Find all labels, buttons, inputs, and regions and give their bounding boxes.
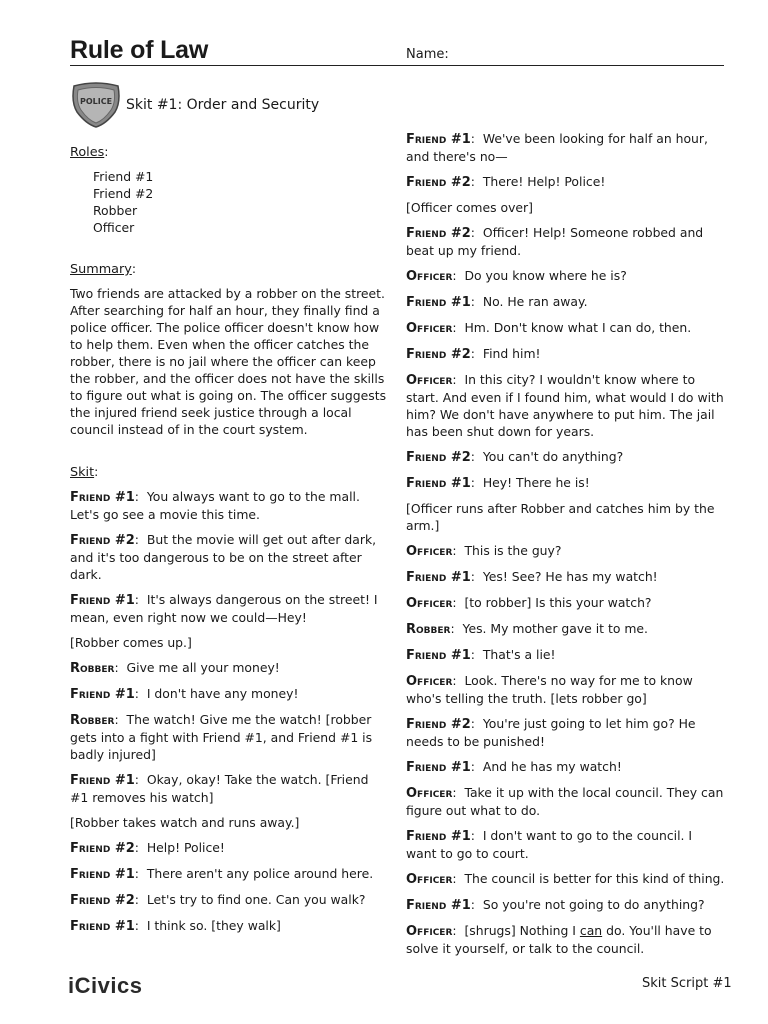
line-text: [to robber] Is this your watch? <box>464 595 652 610</box>
dialogue-line: Friend #1: And he has my watch! <box>406 759 622 775</box>
line-text: There aren't any police around here. <box>146 866 374 881</box>
line-text: Yes! See? He has my watch! <box>482 569 658 584</box>
dialogue-line: Officer: [shrugs] Nothing I can do. You'll have to solve it yourself, or talk to the council. <box>406 923 712 956</box>
line-text: I think so. [they walk] <box>146 918 281 933</box>
stage-direction: [Robber comes up.] <box>70 635 192 650</box>
speaker-name: Officer <box>406 269 453 284</box>
speaker-name: Friend #1 <box>70 593 135 608</box>
line-text: But the movie will get out after dark, and it's too dangerous to be on the street after dark. <box>70 532 377 582</box>
line-text: There! Help! Police! <box>482 174 606 189</box>
line-text: And he has my watch! <box>482 759 622 774</box>
speaker-name: Friend #1 <box>406 898 471 913</box>
line-text: Give me all your money! <box>126 660 280 675</box>
stage-direction: [Officer comes over] <box>406 200 533 215</box>
role-item: Robber <box>93 203 138 218</box>
summary-heading: Summary <box>70 262 132 277</box>
dialogue-line: Friend #2: You're just going to let him go? He needs to be punished! <box>406 716 696 749</box>
dialogue-line: Friend #2: But the movie will get out after dark, and it's too dangerous to be on the street after dark. <box>70 532 377 582</box>
line-text: We've been looking for half an hour, and there's no— <box>406 131 708 164</box>
speaker-name: Friend #1 <box>70 919 135 934</box>
line-text: You always want to go to the mall. Let's go see a movie this time. <box>70 489 360 522</box>
dialogue-line: Friend #2: Find him! <box>406 346 541 362</box>
speaker-name: Friend #1 <box>70 490 135 505</box>
line-text: That's a lie! <box>482 647 556 662</box>
speaker-name: Friend #1 <box>406 648 471 663</box>
dialogue-line: Officer: This is the guy? <box>406 543 562 559</box>
dialogue-line: Officer: Look. There's no way for me to know who's telling the truth. [lets robber go] <box>406 673 693 706</box>
stage-direction: [Officer runs after Robber and catches him by the arm.] <box>406 501 715 533</box>
dialogue-line: Officer: Hm. Don't know what I can do, then. <box>406 320 692 336</box>
header-rule <box>70 65 724 66</box>
line-text: In this city? I wouldn't know where to start. And even if I found him, what would I do with him? We don't have anywhere to put him. The jail has been shut down for years. <box>406 372 724 439</box>
speaker-name: Friend #1 <box>406 570 471 585</box>
line-text: The council is better for this kind of thing. <box>464 871 725 886</box>
speaker-name: Officer <box>406 786 453 801</box>
role-item: Friend #1 <box>93 169 154 184</box>
speaker-name: Officer <box>406 373 453 388</box>
line-text: Yes. My mother gave it to me. <box>462 621 648 636</box>
dialogue-line: Friend #1: Hey! There he is! <box>406 475 590 491</box>
speaker-name: Friend #2 <box>406 175 471 190</box>
dialogue-line: Friend #1: You always want to go to the mall. Let's go see a movie this time. <box>70 489 360 522</box>
line-text: do. You'll have to solve it yourself, or talk to the council. <box>406 923 712 956</box>
dialogue-line: Friend #1: So you're not going to do anything? <box>406 897 705 913</box>
dialogue-line: Officer: Take it up with the local council. They can figure out what to do. <box>406 785 724 818</box>
speaker-name: Friend #1 <box>70 687 135 702</box>
page-label: Skit Script #1 <box>642 976 732 991</box>
line-text: Officer! Help! Someone robbed and beat up my friend. <box>406 225 704 258</box>
line-text-underlined: can <box>579 923 603 938</box>
speaker-name: Robber <box>406 622 451 637</box>
line-text: It's always dangerous on the street! I mean, even right now we could—Hey! <box>70 592 378 625</box>
right-column <box>406 130 726 965</box>
speaker-name: Friend #2 <box>70 893 135 908</box>
speaker-name: Officer <box>406 544 453 559</box>
speaker-name: Robber <box>70 713 115 728</box>
dialogue-line: Robber: Give me all your money! <box>70 660 280 676</box>
left-column: Roles: Friend #1 Friend #2 Robber Officer Summary: Two friends are attacked by a robber on the street. After searching for half an hour, they finally find a police officer. The police officer doesn't know how to help them. Even when the officer catches the robber, there is no jail where the officer can keep the robber, and the officer does not have the skills to figure out what is going on. The officer suggests the injured friend seek justice through a local council instead of in the court system. Skit: Friend #1: You always want to go to the mall. Let's go see a movie this time. Friend #2: But the movie will get out after dark, and it's too dangerous to be on the street after dark. Friend #1: It's always dangerous on the street! I mean, even right now we could—Hey! [Robber comes up.] Robber: Give me all your money! Friend #1: I don't have any money! Robber: The watch! Give me the watch! [robber gets into a fight with Friend #1, and Friend #1 is badly injured] Friend #1: Okay, okay! Take the watch. [Friend #1 removes his watch] [Robber takes watch and runs away.] Friend #2: Help! Police! Friend #1: There aren't any police around here. Friend #2: Let's try to find one. Can you walk? Friend #1: I think so. [they walk] <box>70 144 387 934</box>
speaker-name: Friend #2 <box>406 717 471 732</box>
line-text: Okay, okay! Take the watch. [Friend #1 removes his watch] <box>70 772 369 805</box>
line-text: The watch! Give me the watch! [robber gets into a fight with Friend #1, and Friend #1 is badly injured] <box>70 712 373 762</box>
line-text: So you're not going to do anything? <box>482 897 705 912</box>
roles-heading: Roles <box>70 145 105 160</box>
dialogue-line <box>70 634 388 651</box>
name-label: Name: <box>406 47 449 62</box>
dialogue-line: Friend #1: Okay, okay! Take the watch. [Friend #1 removes his watch] <box>70 772 369 805</box>
line-text: I don't want to go to the council. I want to go to court. <box>406 828 693 861</box>
skit-heading: Skit <box>70 465 95 480</box>
line-text: Let's try to find one. Can you walk? <box>146 892 366 907</box>
line-text: You can't do anything? <box>482 449 624 464</box>
speaker-name: Officer <box>406 924 453 939</box>
speaker-name: Friend #1 <box>406 476 471 491</box>
line-text: Help! Police! <box>146 840 225 855</box>
dialogue-line: Friend #1: We've been looking for half an hour, and there's no— <box>406 131 708 164</box>
dialogue-line: Robber: Yes. My mother gave it to me. <box>406 621 648 637</box>
dialogue-line: Officer: The council is better for this kind of thing. <box>406 871 725 887</box>
speaker-name: Friend #1 <box>406 295 471 310</box>
line-text: Hey! There he is! <box>482 475 590 490</box>
speaker-name: Friend #1 <box>406 829 471 844</box>
dialogue-line: Robber: The watch! Give me the watch! [robber gets into a fight with Friend #1, and Friend #1 is badly injured] <box>70 712 373 762</box>
page-title: Rule of Law <box>70 36 209 64</box>
dialogue-line: Friend #1: I think so. [they walk] <box>70 918 281 934</box>
speaker-name: Friend #1 <box>406 760 471 775</box>
line-text: I don't have any money! <box>146 686 299 701</box>
dialogue-line: Friend #1: I don't want to go to the council. I want to go to court. <box>406 828 693 861</box>
speaker-name: Friend #2 <box>70 533 135 548</box>
dialogue-line: Friend #1: There aren't any police around here. <box>70 866 374 882</box>
dialogue-line: Friend #2: Officer! Help! Someone robbed and beat up my friend. <box>406 225 704 258</box>
badge-text: POLICE <box>79 97 113 106</box>
logo-text: iCivics <box>68 973 143 997</box>
icivics-logo <box>68 973 162 997</box>
dialogue-line: Friend #1: Yes! See? He has my watch! <box>406 569 658 585</box>
dialogue-line: Officer: [to robber] Is this your watch? <box>406 595 652 611</box>
dialogue-line <box>406 500 726 534</box>
dialogue-line: Friend #2: Help! Police! <box>70 840 225 856</box>
speaker-name: Officer <box>406 596 453 611</box>
dialogue-line: Friend #1: No. He ran away. <box>406 294 588 310</box>
line-text: Look. There's no way for me to know who's telling the truth. [lets robber go] <box>406 673 693 706</box>
police-badge-icon <box>68 82 124 128</box>
dialogue-line: Officer: In this city? I wouldn't know where to start. And even if I found him, what would I do with him? We don't have anywhere to put him. The jail has been shut down for years. <box>406 372 724 439</box>
speaker-name: Friend #1 <box>70 867 135 882</box>
speaker-name: Officer <box>406 321 453 336</box>
stage-direction: [Robber takes watch and runs away.] <box>70 815 300 830</box>
line-text: Do you know where he is? <box>464 268 627 283</box>
speaker-name: Friend #2 <box>406 450 471 465</box>
speaker-name: Friend #1 <box>406 132 471 147</box>
line-text: Take it up with the local council. They can figure out what to do. <box>406 785 724 818</box>
speaker-name: Robber <box>70 661 115 676</box>
roles-list <box>93 168 388 236</box>
dialogue-line: Friend #2: There! Help! Police! <box>406 174 606 190</box>
line-text: This is the guy? <box>464 543 562 558</box>
speaker-name: Officer <box>406 674 453 689</box>
dialogue-line: Friend #1: That's a lie! <box>406 647 556 663</box>
line-text: [shrugs] Nothing I <box>464 923 580 938</box>
role-item: Officer <box>93 220 135 235</box>
dialogue-line: Officer: Do you know where he is? <box>406 268 627 284</box>
role-item: Friend #2 <box>93 186 154 201</box>
line-text: Find him! <box>482 346 541 361</box>
dialogue-line: Friend #1: It's always dangerous on the street! I mean, even right now we could—Hey! <box>70 592 378 625</box>
line-text: Hm. Don't know what I can do, then. <box>464 320 692 335</box>
dialogue-line: Friend #2: Let's try to find one. Can you walk? <box>70 892 366 908</box>
dialogue-line: Friend #1: I don't have any money! <box>70 686 299 702</box>
dialogue-line: Friend #2: You can't do anything? <box>406 449 624 465</box>
summary-text: Two friends are attacked by a robber on the street. After searching for half an hour, they finally find a police officer. The police officer doesn't know how to help them. Even when the officer catches the robber, there is no jail where the officer can keep the robber, and the officer does not have the skills to figure out what is going on. The officer suggests the injured friend seek justice through a local council instead of in the court system. <box>70 286 387 437</box>
speaker-name: Officer <box>406 872 453 887</box>
speaker-name: Friend #2 <box>70 841 135 856</box>
speaker-name: Friend #2 <box>406 347 471 362</box>
dialogue-line <box>406 199 726 216</box>
line-text: You're just going to let him go? He needs to be punished! <box>406 716 696 749</box>
dialogue-line <box>70 814 388 831</box>
speaker-name: Friend #2 <box>406 226 471 241</box>
line-text: No. He ran away. <box>482 294 588 309</box>
skit-title: Skit #1: Order and Security <box>126 97 320 113</box>
speaker-name: Friend #1 <box>70 773 135 788</box>
